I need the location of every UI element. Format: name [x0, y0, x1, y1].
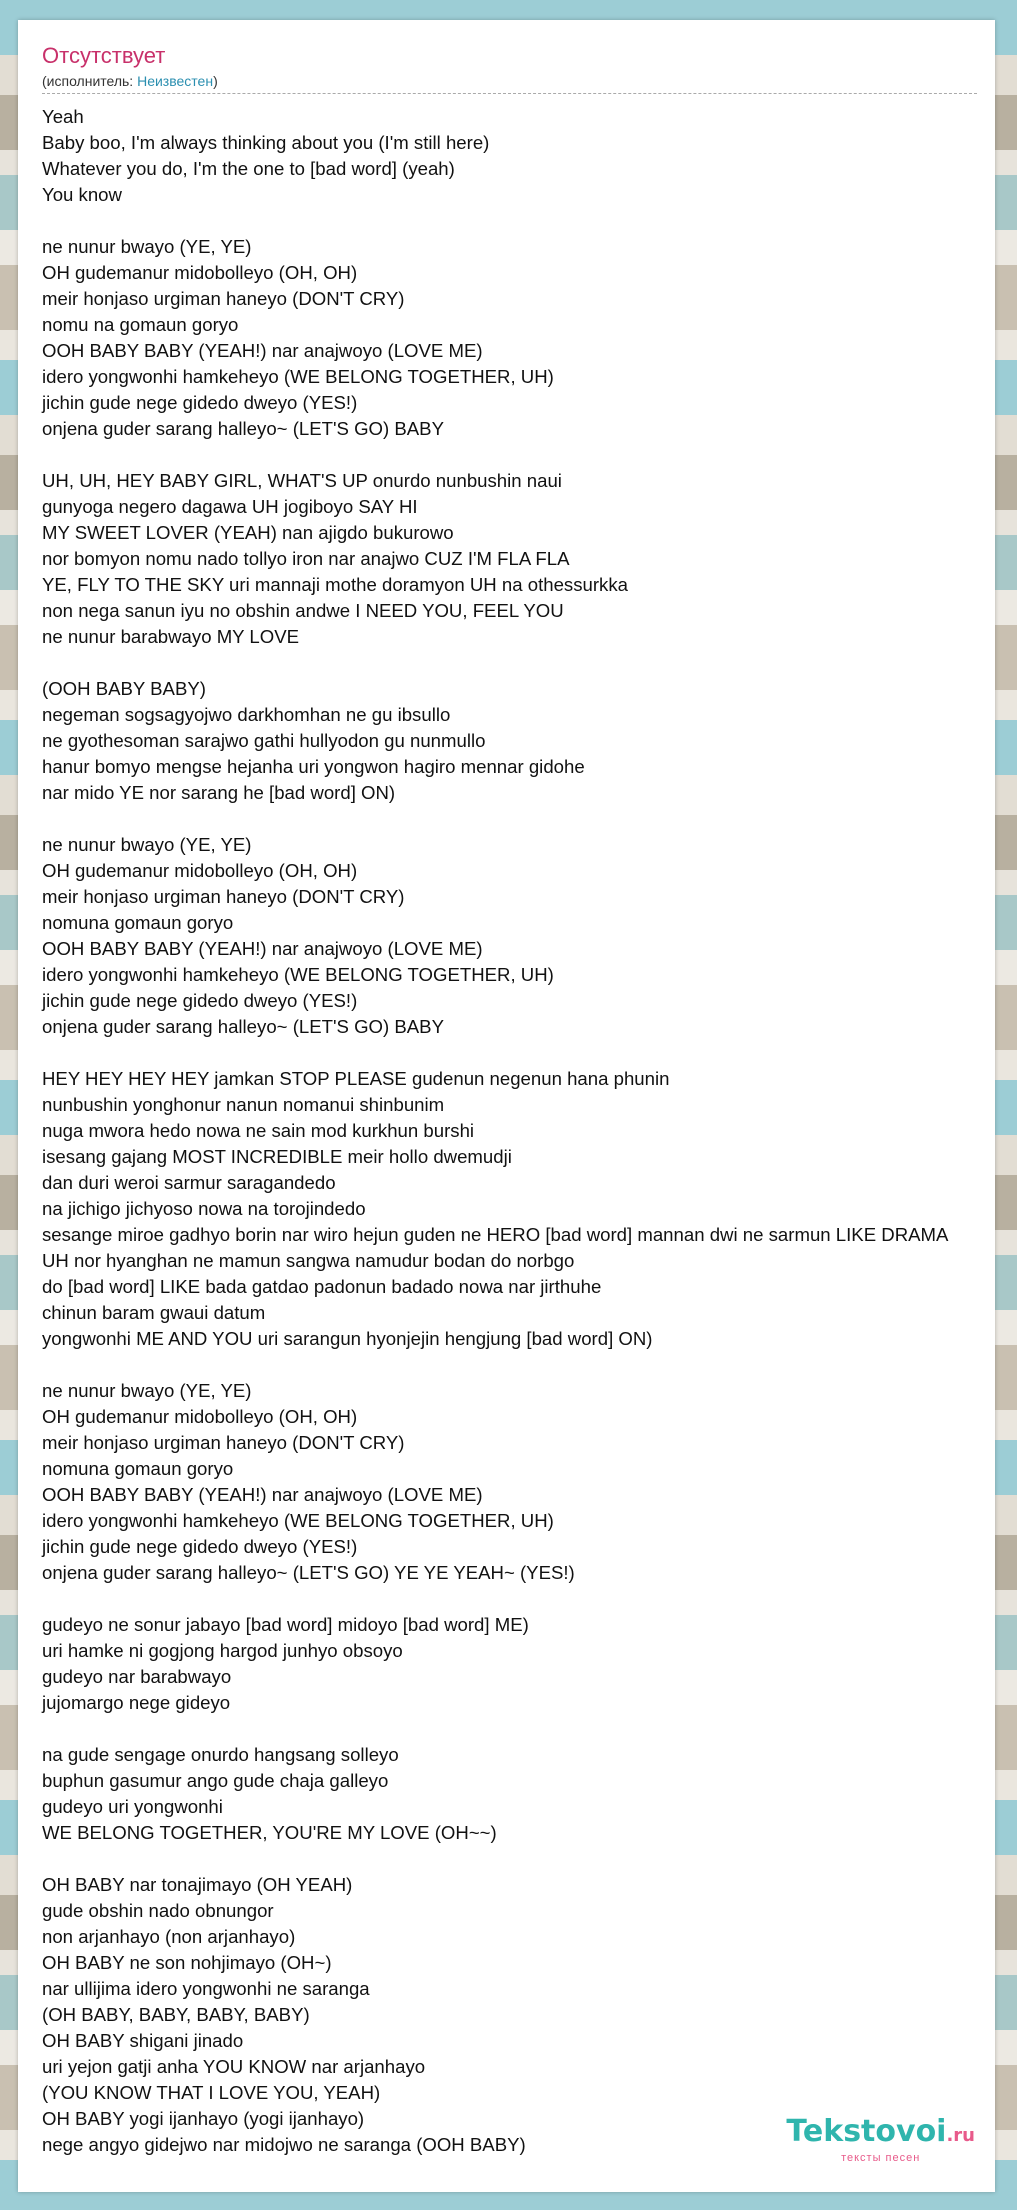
lyric-line: OH gudemanur midobolleyo (OH, OH) — [42, 860, 358, 881]
logo-tagline: тексты песен — [841, 2152, 921, 2164]
lyric-line: gudeyo uri yongwonhi — [42, 1796, 223, 1817]
lyric-line: dan duri weroi sarmur saragandedo — [42, 1172, 336, 1193]
lyric-line: non arjanhayo (non arjanhayo) — [42, 1926, 296, 1947]
lyric-line: MY SWEET LOVER (YEAH) nan ajigdo bukurowo — [42, 522, 454, 543]
lyric-line: uri hamke ni gogjong hargod junhyo obsoyo — [42, 1640, 403, 1661]
lyric-line: onjena guder sarang halleyo~ (LET'S GO) YE YE YEAH~ (YES!) — [42, 1562, 575, 1583]
lyric-line: Yeah — [42, 106, 84, 127]
lyric-line: nar mido YE nor sarang he [bad word] ON) — [42, 782, 396, 803]
lyric-line: chinun baram gwaui datum — [42, 1302, 266, 1323]
artist-link[interactable]: Неизвестен — [137, 73, 214, 89]
lyric-line: nomuna gomaun goryo — [42, 1458, 234, 1479]
lyric-line: You know — [42, 184, 122, 205]
lyrics-text — [42, 104, 995, 2158]
lyric-line: hanur bomyo mengse hejanha uri yongwon hagiro mennar gidohe — [42, 756, 585, 777]
lyric-line: onjena guder sarang halleyo~ (LET'S GO) BABY — [42, 1016, 444, 1037]
lyric-line: non nega sanun iyu no obshin andwe I NEED YOU, FEEL YOU — [42, 600, 564, 621]
lyric-line: meir honjaso urgiman haneyo (DON'T CRY) — [42, 886, 405, 907]
lyric-line: nunbushin yonghonur nanun nomanui shinbunim — [42, 1094, 445, 1115]
lyric-line: OH gudemanur midobolleyo (OH, OH) — [42, 1406, 358, 1427]
lyric-line: yongwonhi ME AND YOU uri sarangun hyonjejin hengjung [bad word] ON) — [42, 1328, 653, 1349]
lyric-line: buphun gasumur ango gude chaja galleyo — [42, 1770, 389, 1791]
lyric-line: uri yejon gatji anha YOU KNOW nar arjanhayo — [42, 2056, 426, 2077]
stanza-break — [42, 806, 995, 832]
lyric-line: ne nunur bwayo (YE, YE) — [42, 236, 252, 257]
stanza-break — [42, 1352, 995, 1378]
lyric-line: nomuna gomaun goryo — [42, 912, 234, 933]
lyric-line: WE BELONG TOGETHER, YOU'RE MY LOVE (OH~~) — [42, 1822, 497, 1843]
lyric-line: HEY HEY HEY HEY jamkan STOP PLEASE gudenun negenun hana phunin — [42, 1068, 670, 1089]
stanza-break — [42, 1716, 995, 1742]
lyric-line: (OH BABY, BABY, BABY, BABY) — [42, 2004, 310, 2025]
lyric-line: gudeyo ne sonur jabayo [bad word] midoyo [bad word] ME) — [42, 1614, 529, 1635]
lyric-line: OH gudemanur midobolleyo (OH, OH) — [42, 262, 358, 283]
stanza-break — [42, 650, 995, 676]
lyric-line: idero yongwonhi hamkeheyo (WE BELONG TOGETHER, UH) — [42, 964, 554, 985]
lyric-line: meir honjaso urgiman haneyo (DON'T CRY) — [42, 1432, 405, 1453]
lyric-line: na gude sengage onurdo hangsang solleyo — [42, 1744, 399, 1765]
lyric-line: onjena guder sarang halleyo~ (LET'S GO) BABY — [42, 418, 444, 439]
lyric-line: jichin gude nege gidedo dweyo (YES!) — [42, 1536, 358, 1557]
lyric-line: negeman sogsagyojwo darkhomhan ne gu ibsullo — [42, 704, 451, 725]
lyric-line: gudeyo nar barabwayo — [42, 1666, 232, 1687]
lyric-line: UH nor hyanghan ne mamun sangwa namudur bodan do norbgo — [42, 1250, 575, 1271]
lyric-line: OOH BABY BABY (YEAH!) nar anajwoyo (LOVE ME) — [42, 938, 483, 959]
lyric-line: ne nunur bwayo (YE, YE) — [42, 834, 252, 855]
lyric-line: Baby boo, I'm always thinking about you (I'm still here) — [42, 132, 490, 153]
lyric-line: OH BABY shigani jinado — [42, 2030, 244, 2051]
lyric-line: OH BABY nar tonajimayo (OH YEAH) — [42, 1874, 353, 1895]
lyric-line: nuga mwora hedo nowa ne sain mod kurkhun burshi — [42, 1120, 475, 1141]
artist-suffix: ) — [213, 73, 218, 89]
stanza-break — [42, 442, 995, 468]
stanza-break — [42, 1586, 995, 1612]
lyric-line: jujomargo nege gideyo — [42, 1692, 231, 1713]
artist-line — [42, 72, 218, 90]
lyric-line: meir honjaso urgiman haneyo (DON'T CRY) — [42, 288, 405, 309]
lyric-line: nor bomyon nomu nado tollyo iron nar anajwo CUZ I'M FLA FLA — [42, 548, 570, 569]
lyric-line: ne gyothesoman sarajwo gathi hullyodon gu nunmullo — [42, 730, 486, 751]
lyric-line: sesange miroe gadhyo borin nar wiro hejun guden ne HERO [bad word] mannan dwi ne sarmun LIKE DRAMA — [42, 1224, 949, 1245]
song-title: Отсутствует — [42, 43, 166, 68]
logo-tld: .ru — [946, 2125, 975, 2146]
divider — [42, 93, 977, 94]
artist-prefix: (исполнитель: — [42, 73, 138, 89]
stanza-break — [42, 1846, 995, 1872]
lyric-line: UH, UH, HEY BABY GIRL, WHAT'S UP onurdo nunbushin naui — [42, 470, 562, 491]
lyric-line: YE, FLY TO THE SKY uri mannaji mothe doramyon UH na othessurkka — [42, 574, 628, 595]
lyric-line: OOH BABY BABY (YEAH!) nar anajwoyo (LOVE ME) — [42, 340, 483, 361]
site-logo[interactable] — [786, 2116, 975, 2164]
lyric-line: gunyoga negero dagawa UH jogiboyo SAY HI — [42, 496, 418, 517]
lyrics-page — [18, 20, 995, 2192]
lyric-line: do [bad word] LIKE bada gatdao padonun badado nowa nar jirthuhe — [42, 1276, 602, 1297]
lyric-line: (YOU KNOW THAT I LOVE YOU, YEAH) — [42, 2082, 381, 2103]
stanza-break — [42, 1040, 995, 1066]
lyric-line: OH BABY yogi ijanhayo (yogi ijanhayo) — [42, 2108, 365, 2129]
lyric-line: OH BABY ne son nohjimayo (OH~) — [42, 1952, 332, 1973]
lyric-line: Whatever you do, I'm the one to [bad word] (yeah) — [42, 158, 455, 179]
lyric-line: nomu na gomaun goryo — [42, 314, 239, 335]
lyric-line: na jichigo jichyoso nowa na torojindedo — [42, 1198, 366, 1219]
lyric-line: idero yongwonhi hamkeheyo (WE BELONG TOGETHER, UH) — [42, 366, 554, 387]
lyric-line: nege angyo gidejwo nar midojwo ne saranga (OOH BABY) — [42, 2134, 526, 2155]
stanza-break — [42, 208, 995, 234]
lyric-line: idero yongwonhi hamkeheyo (WE BELONG TOGETHER, UH) — [42, 1510, 554, 1531]
logo-name: Tekstovoi — [786, 2114, 947, 2149]
lyric-line: isesang gajang MOST INCREDIBLE meir hollo dwemudji — [42, 1146, 512, 1167]
lyric-line: OOH BABY BABY (YEAH!) nar anajwoyo (LOVE ME) — [42, 1484, 483, 1505]
lyric-line: ne nunur barabwayo MY LOVE — [42, 626, 300, 647]
lyric-line: gude obshin nado obnungor — [42, 1900, 274, 1921]
lyric-line: nar ullijima idero yongwonhi ne saranga — [42, 1978, 370, 1999]
lyric-line: jichin gude nege gidedo dweyo (YES!) — [42, 990, 358, 1011]
lyric-line: (OOH BABY BABY) — [42, 678, 206, 699]
lyric-line: ne nunur bwayo (YE, YE) — [42, 1380, 252, 1401]
lyric-line: jichin gude nege gidedo dweyo (YES!) — [42, 392, 358, 413]
